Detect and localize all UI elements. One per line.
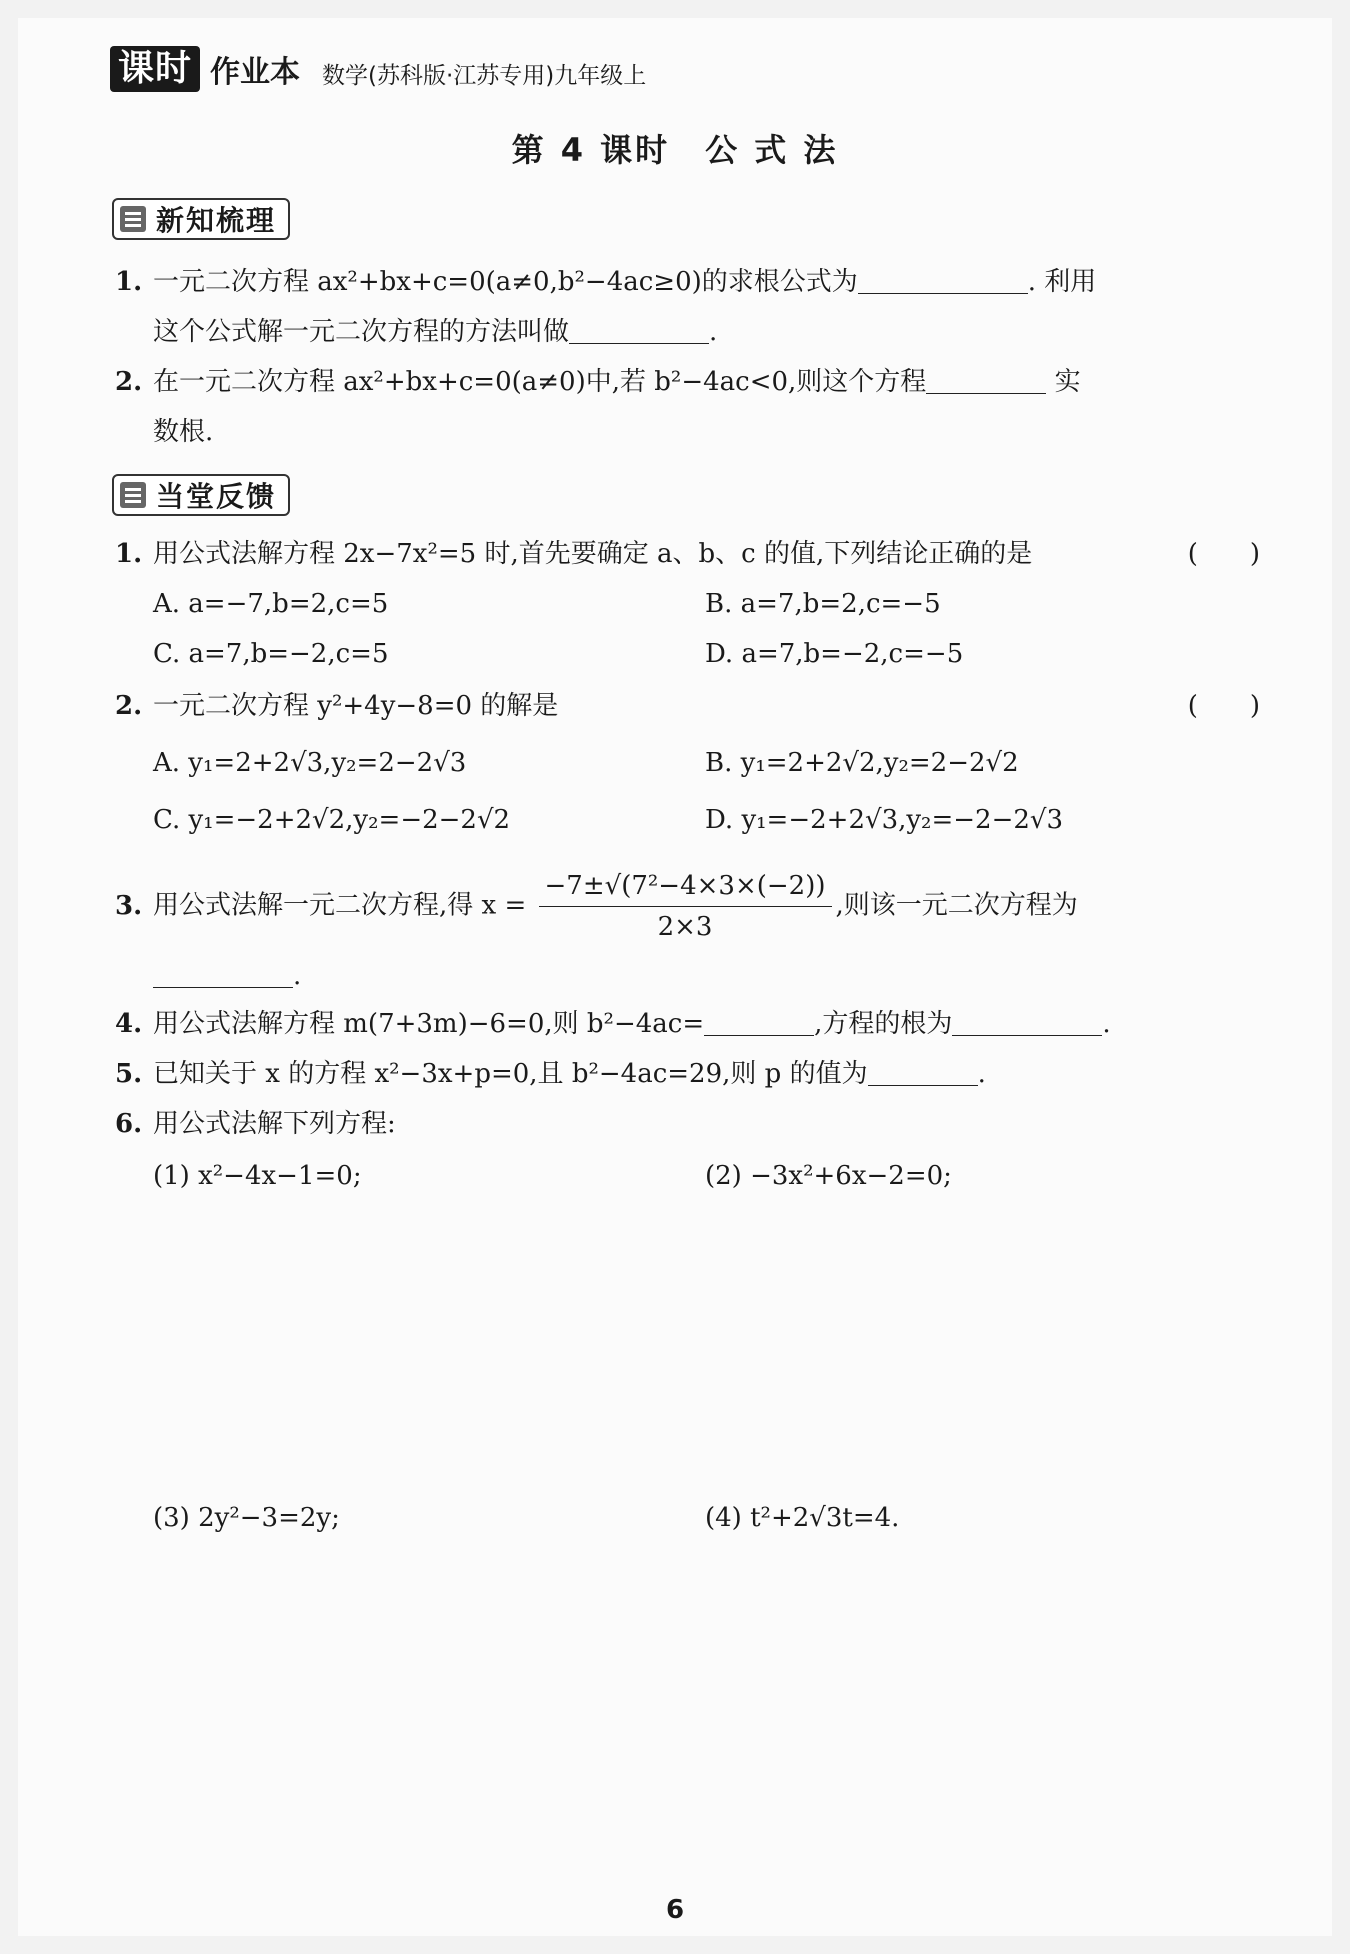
option-b[interactable]: B. y₁=2+2√2,y₂=2−2√2 <box>705 748 1019 778</box>
answer-blank[interactable] <box>858 267 1028 294</box>
book-logo: 课时 <box>110 46 200 92</box>
fraction: $\frac{\text{−7±√(7²−4×3×(−2))}}{2\times 3}$ <box>539 866 832 947</box>
s1-question-2-cont: 数根. <box>153 417 214 447</box>
option-c[interactable]: C. a=7,b=−2,c=5 <box>153 639 389 669</box>
s1-question-1: 1. 一元二次方程 ax²+bx+c=0(a≠0,b²−4ac≥0)的求根公式为 . 利用 <box>115 267 1097 297</box>
book-subtitle: 数学(苏科版·江苏专用)九年级上 <box>322 62 647 89</box>
answer-paren[interactable]: ( ) <box>1187 539 1260 569</box>
section-class-feedback <box>112 474 290 516</box>
sub-question-1: (1) x²−4x−1=0; <box>153 1161 362 1191</box>
s2-question-5: 5. 已知关于 x 的方程 x²−3x+p=0,且 b²−4ac=29,则 p 的值为 . <box>115 1059 986 1089</box>
s2-question-3: 3. 用公式法解一元二次方程,得 x = $\frac{\text{−7±√(7²−4×3×(−2))}}{2\times 3}$ ,则该一元二次方程为 <box>115 866 1078 947</box>
book-name: 作业本 <box>210 55 301 90</box>
option-b[interactable]: B. a=7,b=2,c=−5 <box>705 589 941 619</box>
sub-question-2: (2) −3x²+6x−2=0; <box>705 1161 952 1191</box>
section-new-knowledge <box>112 198 290 240</box>
option-c[interactable]: C. y₁=−2+2√2,y₂=−2−2√2 <box>153 805 511 835</box>
section-heading: 新知梳理 <box>156 204 277 237</box>
section-heading: 当堂反馈 <box>156 480 277 513</box>
s2-question-6: 6. 用公式法解下列方程: <box>115 1109 396 1139</box>
answer-blank[interactable] <box>868 1059 978 1086</box>
sub-question-3: (3) 2y²−3=2y; <box>153 1503 340 1533</box>
answer-blank[interactable] <box>704 1009 814 1036</box>
s2-question-3-cont: . <box>153 958 301 994</box>
option-a[interactable]: A. y₁=2+2√3,y₂=2−2√3 <box>153 748 467 778</box>
answer-blank[interactable] <box>926 367 1046 394</box>
lesson-title: 第 4 课时 公 式 法 <box>511 131 839 169</box>
s2-question-2: 2. 一元二次方程 y²+4y−8=0 的解是 <box>115 691 559 721</box>
answer-blank[interactable] <box>952 1009 1102 1036</box>
page-number: 6 <box>665 1895 685 1925</box>
s1-question-1-cont: 这个公式解一元二次方程的方法叫做 . <box>153 317 718 347</box>
s2-question-4: 4. 用公式法解方程 m(7+3m)−6=0,则 b²−4ac= ,方程的根为 . <box>115 1009 1111 1039</box>
option-a[interactable]: A. a=−7,b=2,c=5 <box>153 589 389 619</box>
option-d[interactable]: D. a=7,b=−2,c=−5 <box>705 639 964 669</box>
answer-blank[interactable] <box>569 317 709 344</box>
s1-question-2: 2. 在一元二次方程 ax²+bx+c=0(a≠0)中,若 b²−4ac<0,则这个方程 实 <box>115 367 1081 397</box>
answer-paren[interactable]: ( ) <box>1187 691 1260 721</box>
s2-question-1: 1. 用公式法解方程 2x−7x²=5 时,首先要确定 a、b、c 的值,下列结论正确的是 <box>115 539 1033 569</box>
sub-question-4: (4) t²+2√3t=4. <box>705 1503 900 1533</box>
book-header <box>110 46 646 92</box>
pencil-icon <box>120 482 146 508</box>
answer-blank[interactable] <box>153 961 293 988</box>
option-d[interactable]: D. y₁=−2+2√3,y₂=−2−2√3 <box>705 805 1064 835</box>
notes-icon <box>120 206 146 232</box>
